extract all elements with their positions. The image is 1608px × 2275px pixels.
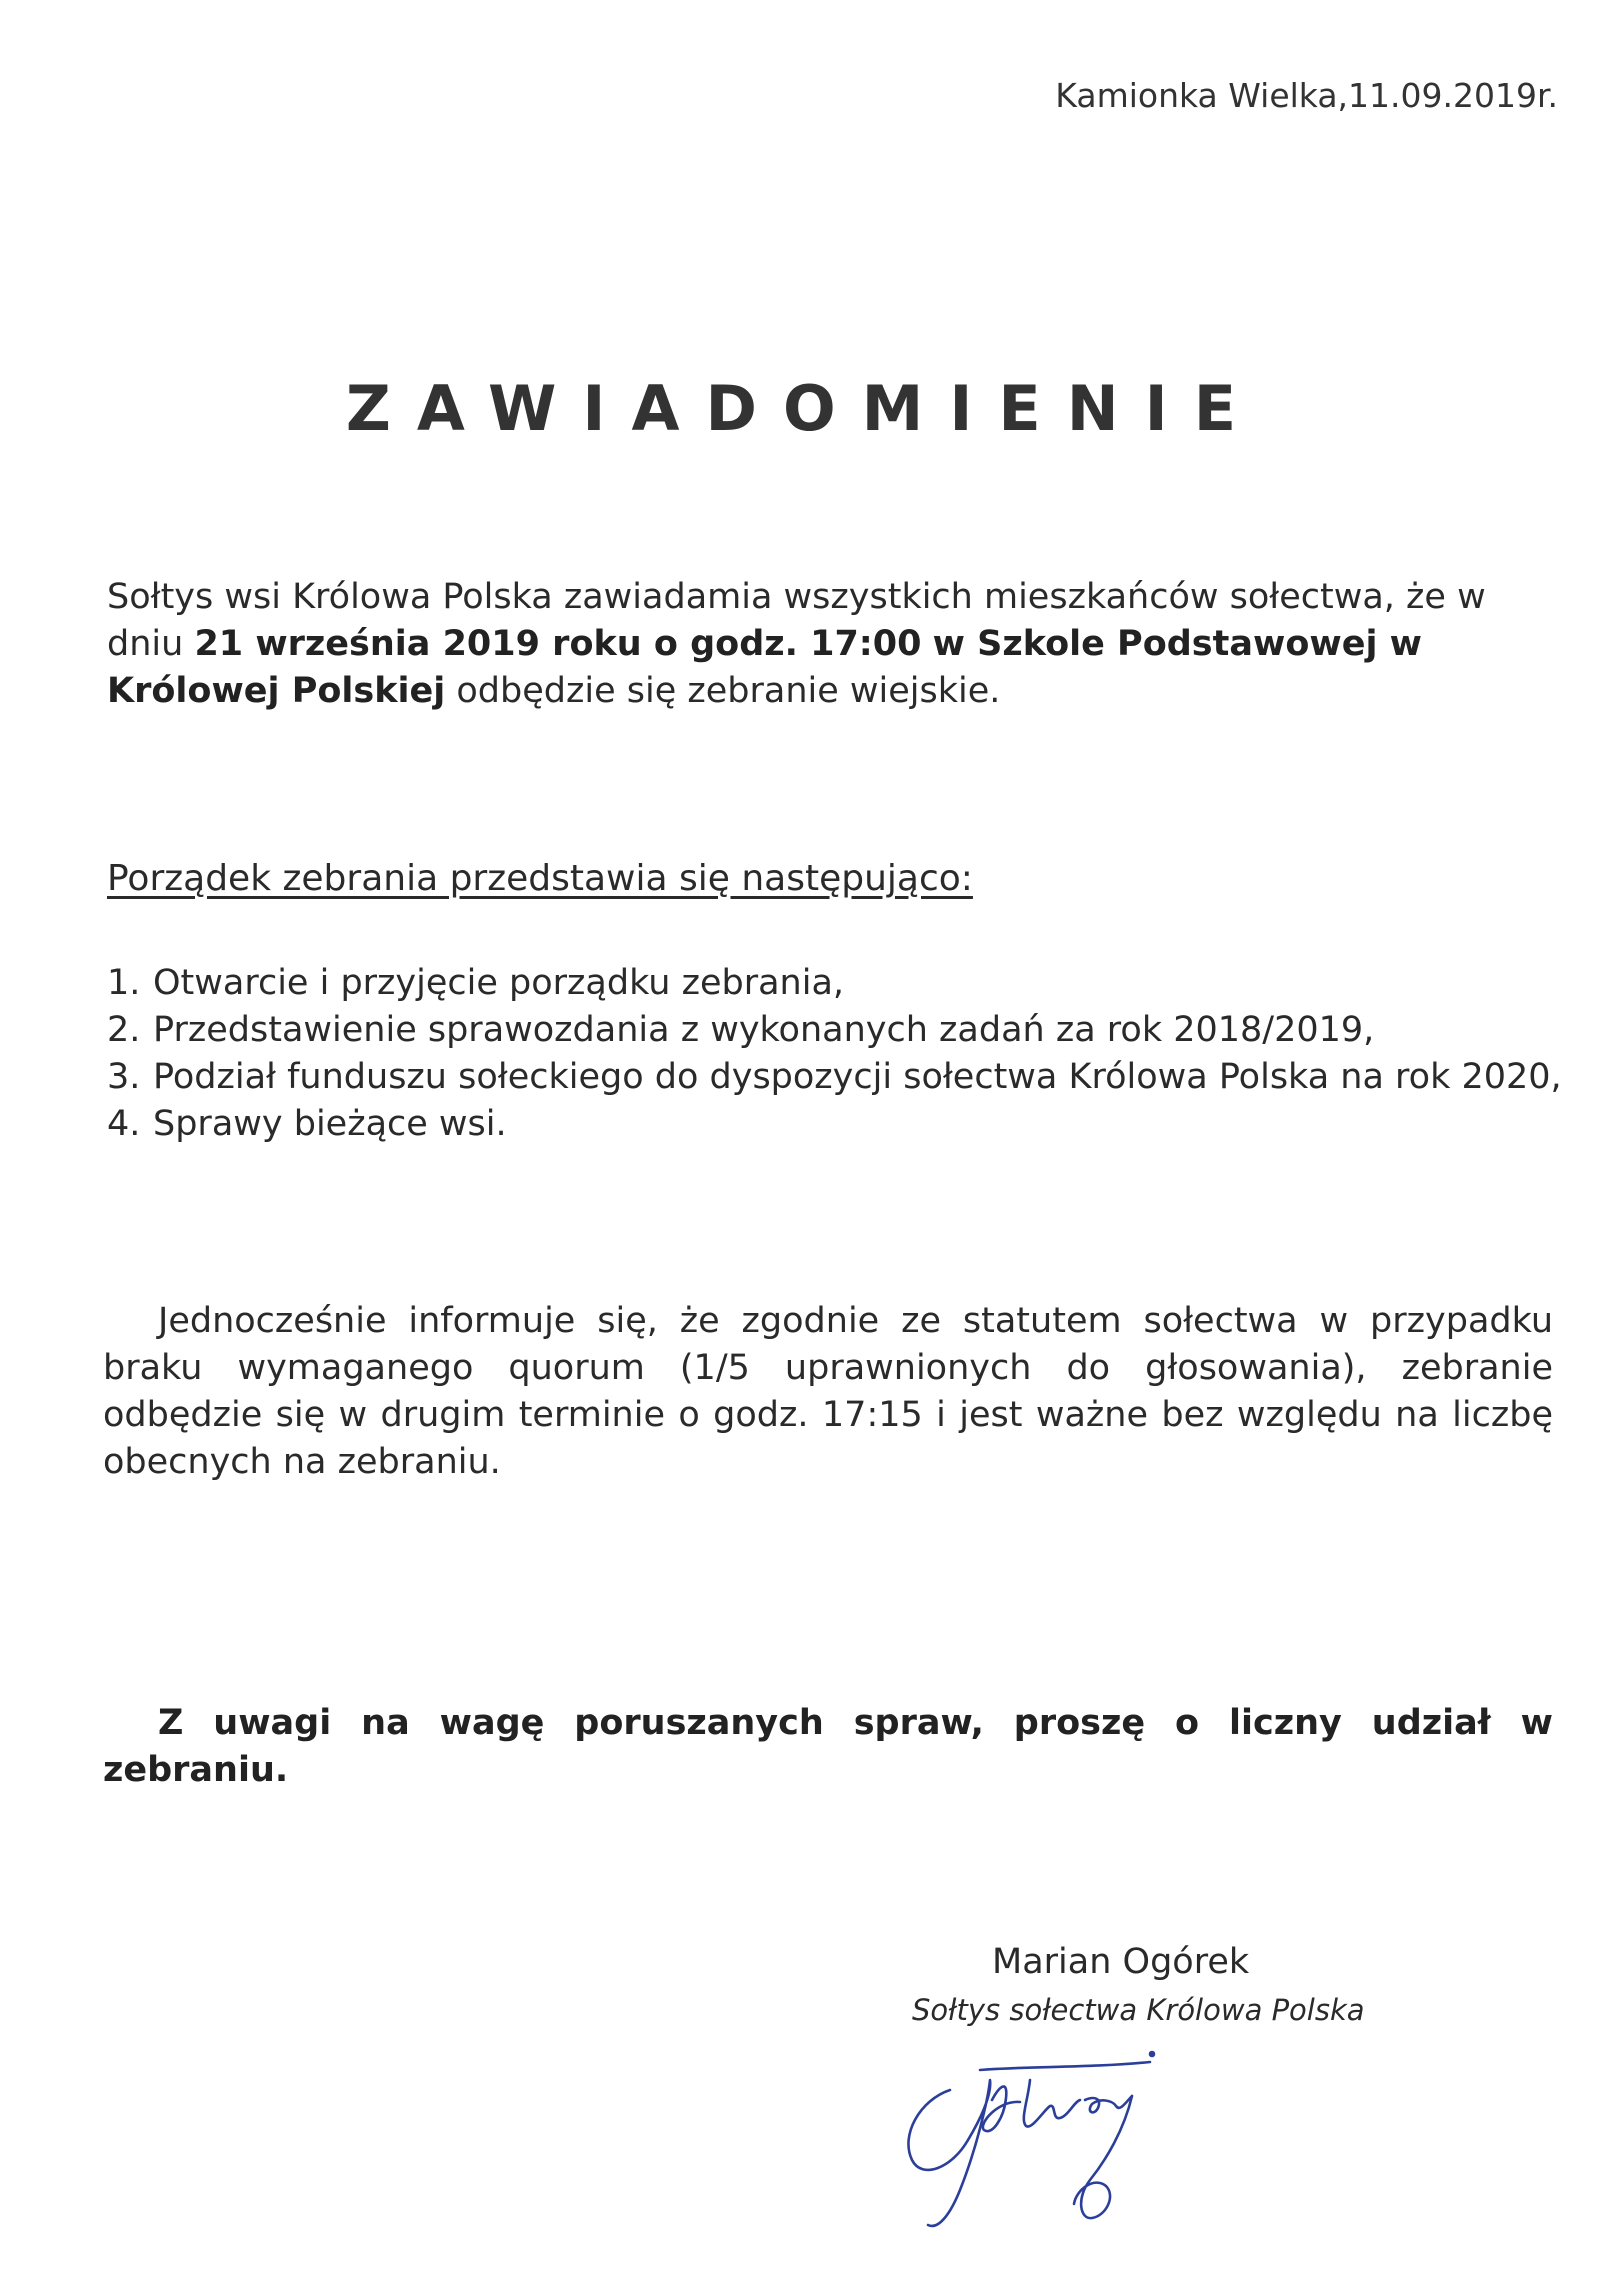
agenda-item [107, 1007, 1562, 1054]
agenda-item-text: Otwarcie i przyjęcie porządku zebrania, [153, 963, 845, 1003]
intro-text-1: Sołtys wsi Królowa Polska zawiadamia wszystkich mieszkańców sołectwa, że w dniu [107, 577, 1486, 664]
agenda-item-number: 4. [107, 1104, 141, 1144]
agenda-item-number: 2. [107, 1010, 141, 1050]
agenda-item-text: Podział funduszu sołeckiego do dyspozycji sołectwa Królowa Polska na rok 2020, [153, 1057, 1562, 1097]
agenda-item-text: Sprawy bieżące wsi. [153, 1104, 507, 1144]
signatory-role: Sołtys sołectwa Królowa Polska [912, 1993, 1365, 2027]
intro-text-2 [922, 624, 933, 664]
agenda-item [107, 1054, 1562, 1101]
agenda-list [107, 960, 1562, 1148]
handwritten-signature [880, 2040, 1180, 2250]
agenda-heading: Porządek zebrania przedstawia się następująco: [107, 858, 973, 899]
signatory-name: Marian Ogórek [992, 1942, 1250, 1982]
intro-text-3: odbędzie się zebranie wiejskie. [445, 671, 1001, 711]
appeal-paragraph: Z uwagi na wagę poruszanych spraw, proszę o liczny udział w zebraniu. [103, 1703, 1553, 1790]
intro-location: w Szkole Podstawowej w Królowej Polskiej [107, 624, 1422, 711]
agenda-item-number: 1. [107, 963, 141, 1003]
place-and-date: Kamionka Wielka,11.09.2019r. [1055, 76, 1558, 115]
agenda-item-number: 3. [107, 1057, 141, 1097]
agenda-item [107, 1101, 1562, 1148]
intro-date-time: 21 września 2019 roku o godz. 17:00 [194, 624, 922, 664]
document-title: ZAWIADOMIENIE [345, 372, 1263, 445]
intro-paragraph [107, 574, 1553, 715]
agenda-item [107, 960, 1562, 1007]
agenda-item-text: Przedstawienie sprawozdania z wykonanych zadań za rok 2018/2019, [153, 1010, 1375, 1050]
info-paragraph: Jednocześnie informuje się, że zgodnie ze statutem sołectwa w przypadku braku wymaganego quorum (1/5 uprawnionych do głosowania), zebranie odbędzie się w drugim terminie o godz. 17:15 i jest ważne bez względu na liczbę obecnych na zebraniu. [103, 1301, 1553, 1482]
